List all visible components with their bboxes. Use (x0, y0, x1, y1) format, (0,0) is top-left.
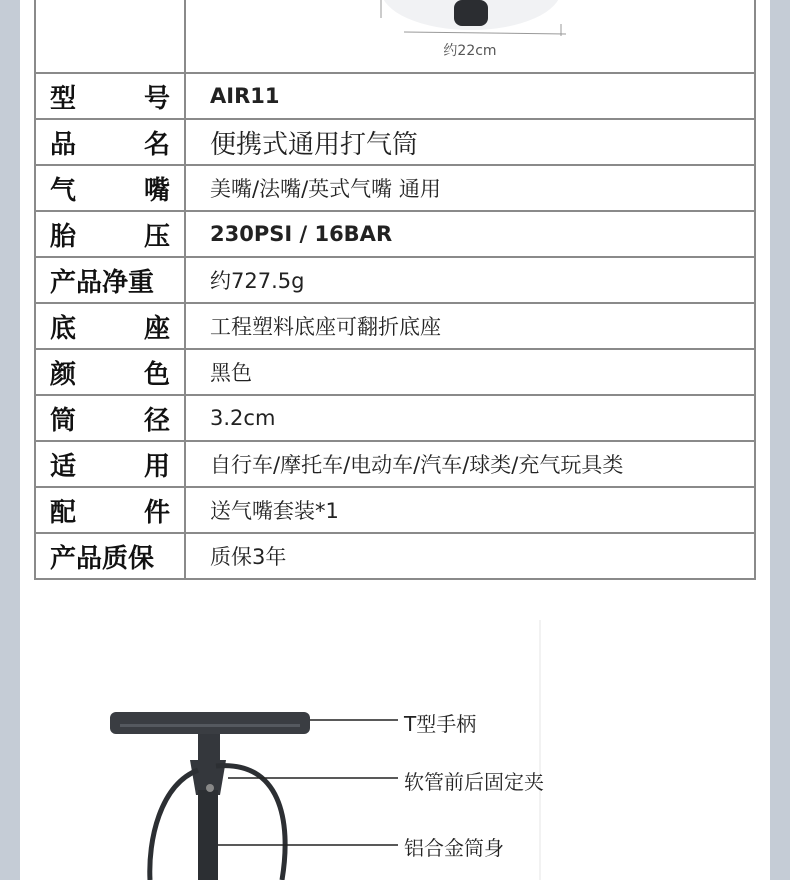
spec-row (35, 487, 755, 533)
callout-hose-clip: 软管前后固定夹 (404, 770, 544, 794)
spec-label (50, 262, 170, 299)
pump-foot (454, 0, 488, 26)
spec-label-text: 座 (143, 313, 170, 344)
spec-label (50, 216, 170, 253)
hose-right (216, 766, 285, 880)
spec-value: AIR11 (185, 73, 755, 119)
spec-label-text: 颜 (50, 359, 77, 390)
product-base-image (185, 0, 755, 73)
spec-row (35, 119, 755, 165)
spec-row (35, 165, 755, 211)
spec-label (50, 78, 170, 115)
spec-label-text: 气 (50, 175, 77, 206)
spec-label-text: 产品净重 (50, 267, 155, 298)
spec-row (35, 211, 755, 257)
spec-label-text: 产品质保 (50, 543, 155, 574)
spec-label (50, 124, 170, 161)
spec-label-text: 径 (143, 405, 170, 436)
spec-label-text: 嘴 (143, 175, 170, 206)
spec-label (50, 354, 170, 391)
t-handle (110, 712, 310, 734)
spec-label-text: 号 (143, 83, 170, 114)
pump-diagram (20, 620, 770, 880)
spec-label-text: 压 (143, 221, 170, 252)
top-image-row (35, 0, 755, 73)
spec-label-cell (35, 257, 185, 303)
spec-row (35, 533, 755, 579)
spec-label (50, 446, 170, 483)
spec-sheet (20, 0, 770, 880)
spec-label-text: 件 (143, 497, 170, 528)
spec-label-text: 适 (50, 451, 77, 482)
spec-value: 约727.5g (185, 257, 755, 303)
spec-row (35, 257, 755, 303)
spec-value: 送气嘴套装*1 (185, 487, 755, 533)
spec-label (50, 170, 170, 207)
pump-base-illustration (336, 0, 606, 72)
spec-label-cell (35, 119, 185, 165)
spec-label-cell (35, 533, 185, 579)
spec-label-text: 底 (50, 313, 77, 344)
spec-label-cell (35, 303, 185, 349)
spec-label-cell (35, 487, 185, 533)
spec-label-text: 型 (50, 83, 77, 114)
spec-label-cell (35, 73, 185, 119)
hose-left (150, 770, 198, 880)
spec-label-text: 名 (143, 129, 170, 160)
spec-value: 230PSI / 16BAR (185, 211, 755, 257)
spec-value: 工程塑料底座可翻折底座 (185, 303, 755, 349)
spec-label-cell (35, 211, 185, 257)
spec-row (35, 73, 755, 119)
dimension-label: 约22cm (443, 43, 497, 59)
spec-label-cell (35, 441, 185, 487)
spec-label-text: 筒 (50, 405, 77, 436)
spec-value: 3.2cm (185, 395, 755, 441)
spec-label (50, 538, 170, 575)
top-empty-cell (35, 0, 185, 73)
spec-label-cell (35, 349, 185, 395)
spec-row (35, 395, 755, 441)
spec-value: 自行车/摩托车/电动车/汽车/球类/充气玩具类 (185, 441, 755, 487)
spec-label (50, 308, 170, 345)
spec-label-text: 胎 (50, 221, 77, 252)
aluminum-barrel (198, 790, 218, 880)
spec-value: 黑色 (185, 349, 755, 395)
handle-neck (198, 734, 220, 764)
spec-label-text: 配 (50, 497, 77, 528)
dimension-line (404, 32, 566, 34)
spec-row (35, 349, 755, 395)
spec-label (50, 400, 170, 437)
pump-illustration (20, 620, 770, 880)
spec-row (35, 441, 755, 487)
spec-value: 质保3年 (185, 533, 755, 579)
spec-label (50, 492, 170, 529)
spec-value: 便携式通用打气筒 (185, 119, 755, 165)
spec-label-text: 用 (143, 451, 170, 482)
spec-table (34, 0, 756, 580)
spec-label-cell (35, 165, 185, 211)
spec-label-cell (35, 395, 185, 441)
callout-barrel: 铝合金筒身 (404, 836, 504, 860)
spec-row (35, 303, 755, 349)
spec-value: 美嘴/法嘴/英式气嘴 通用 (185, 165, 755, 211)
callout-t-handle: T型手柄 (404, 712, 477, 736)
spec-label-text: 品 (50, 129, 77, 160)
spec-label-text: 色 (143, 359, 170, 390)
